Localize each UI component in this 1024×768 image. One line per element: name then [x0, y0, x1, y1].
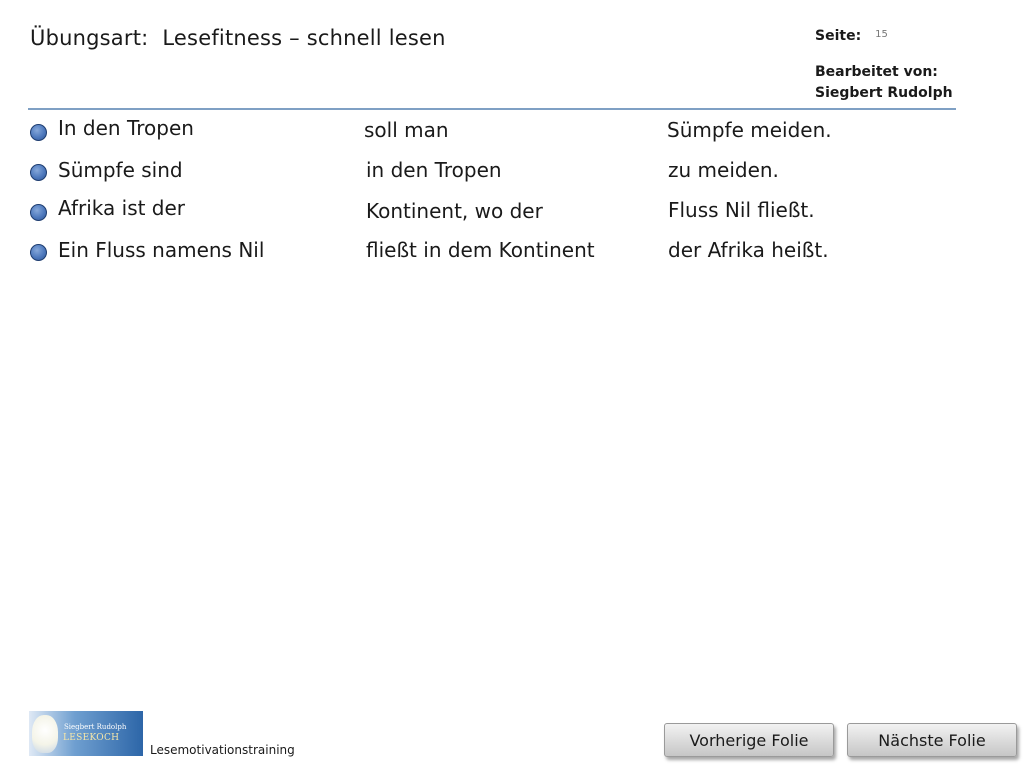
sentence-row	[28, 236, 988, 276]
header-divider	[28, 108, 956, 110]
logo-author: Siegbert Rudolph	[64, 723, 127, 731]
page-title	[30, 26, 446, 50]
title-value: Lesefitness – schnell lesen	[162, 26, 446, 50]
sentence-part-2: soll man	[364, 118, 449, 142]
bullet-icon[interactable]	[30, 164, 47, 181]
sentence-part-1: In den Tropen	[58, 116, 194, 140]
sentence-part-3: der Afrika heißt.	[668, 238, 829, 262]
sentence-part-1: Ein Fluss namens Nil	[58, 238, 265, 262]
sentence-part-3: Sümpfe meiden.	[667, 118, 832, 142]
sentence-part-2: Kontinent, wo der	[366, 199, 543, 223]
next-slide-button[interactable]: Nächste Folie	[847, 723, 1017, 757]
footer-label: Lesemotivationstraining	[150, 743, 295, 757]
page-number: 15	[875, 29, 888, 40]
sentence-part-1: Afrika ist der	[58, 196, 186, 220]
lightbulb-icon	[32, 715, 58, 753]
title-label: Übungsart:	[30, 26, 149, 50]
sentence-part-3: Fluss Nil fließt.	[668, 198, 815, 222]
sentence-part-1: Sümpfe sind	[58, 158, 183, 182]
sentence-part-2: fließt in dem Kontinent	[366, 238, 595, 262]
sentence-part-2: in den Tropen	[366, 158, 502, 182]
page-label: Seite:	[815, 28, 862, 44]
bullet-icon[interactable]	[30, 244, 47, 261]
sentence-row	[28, 116, 988, 156]
previous-slide-button[interactable]: Vorherige Folie	[664, 723, 834, 757]
editor-name: Siegbert Rudolph	[815, 85, 953, 101]
bullet-icon[interactable]	[30, 204, 47, 221]
sentence-list	[28, 116, 988, 276]
sentence-row	[28, 196, 988, 236]
editor-label: Bearbeitet von:	[815, 64, 938, 80]
logo-brand: LESEKOCH	[63, 733, 120, 743]
lesekoch-logo	[29, 711, 143, 756]
bullet-icon[interactable]	[30, 124, 47, 141]
slide-meta	[815, 28, 953, 104]
sentence-row	[28, 156, 988, 196]
sentence-part-3: zu meiden.	[668, 158, 779, 182]
